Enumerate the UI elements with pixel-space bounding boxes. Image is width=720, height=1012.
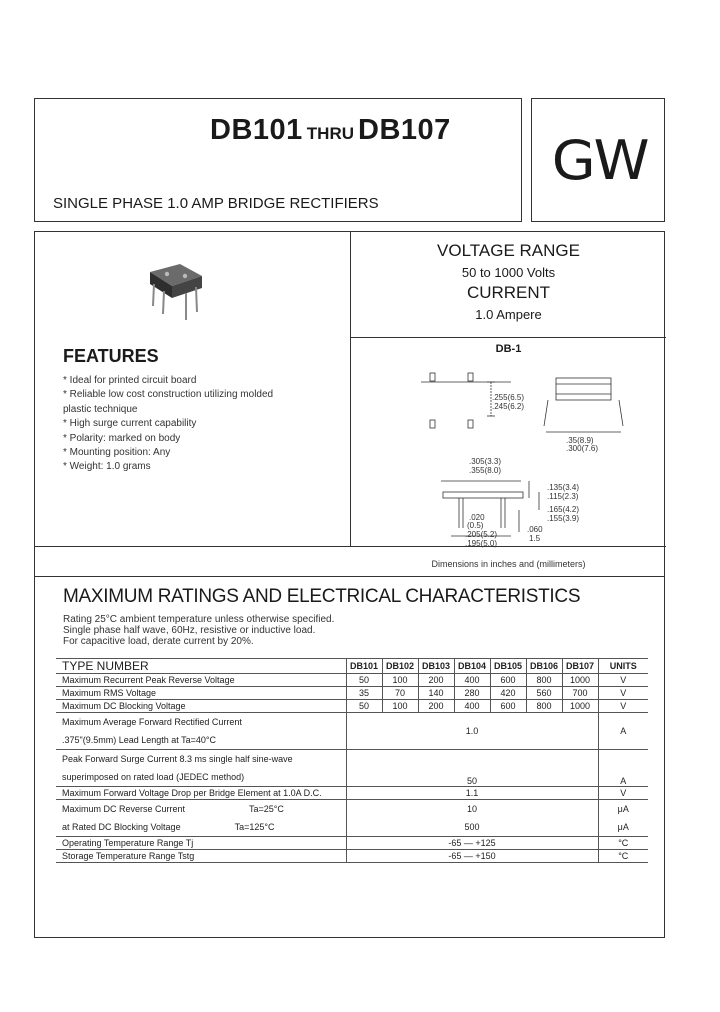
voltage-range-value: 50 to 1000 Volts — [461, 265, 556, 280]
row-label: Maximum RMS Voltage — [62, 688, 157, 698]
column-header: DB105 — [490, 659, 526, 674]
row-label: Operating Temperature Range Tj — [62, 838, 194, 848]
unit-cell: V — [598, 687, 648, 700]
table-cell: 1.1 — [346, 787, 598, 800]
dim-label: .355(8.0) — [469, 466, 502, 475]
table-cell: 50 — [346, 750, 598, 787]
unit-cell: V — [598, 700, 648, 713]
title-part-start: DB101 — [210, 114, 303, 146]
table-cell: 280 — [454, 687, 490, 700]
table-header-row — [56, 659, 648, 674]
feature-item: * Reliable low cost construction utilizing molded — [63, 389, 274, 401]
dim-label: .060 — [527, 525, 543, 534]
table-cell: 200 — [418, 674, 454, 687]
package-name: DB-1 — [495, 343, 522, 355]
dim-label: .155(3.9) — [547, 514, 580, 523]
unit-cell: °C — [598, 850, 648, 863]
table-row — [56, 750, 648, 787]
voltage-range-title: VOLTAGE RANGE — [437, 241, 580, 260]
row-label-line — [62, 800, 344, 818]
unit-cell — [598, 800, 648, 837]
company-logo: GW — [551, 129, 648, 192]
product-subtitle: SINGLE PHASE 1.0 AMP BRIDGE RECTIFIERS — [53, 195, 379, 212]
dim-label: .020 — [469, 513, 485, 522]
table-cell: 1000 — [562, 700, 598, 713]
row-label — [56, 750, 346, 787]
dim-label: .135(3.4) — [547, 483, 580, 492]
row-label: Maximum Recurrent Peak Reverse Voltage — [62, 675, 235, 685]
logo-panel — [531, 98, 665, 222]
dim-label: .35(8.9) — [566, 436, 594, 445]
title-thru: THRU — [306, 124, 354, 143]
table-cell: 100 — [382, 674, 418, 687]
overview-panel — [34, 231, 665, 577]
dim-label: .115(2.3) — [547, 492, 579, 501]
dim-label: .205(5.2) — [465, 530, 498, 539]
unit-cell: A — [598, 750, 648, 787]
table-cell: 800 — [526, 700, 562, 713]
table-row — [56, 850, 648, 863]
current-title: CURRENT — [466, 283, 551, 302]
row-label-line — [62, 818, 344, 836]
condition-text: Ta=25°C — [249, 804, 284, 814]
rating-note: Single phase half wave, 60Hz, resistive or inductive load. — [63, 625, 316, 636]
table-row — [56, 700, 648, 713]
table-cell: 400 — [454, 674, 490, 687]
table-cell: 70 — [382, 687, 418, 700]
row-label — [56, 713, 346, 750]
table-cell: 50 — [346, 700, 382, 713]
condition-text: Ta=125°C — [234, 822, 275, 832]
package-dimension-drawing — [351, 360, 666, 560]
unit-cell: A — [598, 713, 648, 750]
feature-item: * Mounting position: Any — [63, 447, 171, 459]
rating-note: Rating 25°C ambient temperature unless otherwise specified. — [63, 614, 335, 625]
table-cell: 50 — [346, 674, 382, 687]
column-header: DB106 — [526, 659, 562, 674]
row-label-line: Maximum Average Forward Rectified Current — [62, 717, 242, 727]
dim-label: .245(6.2) — [492, 402, 525, 411]
row-label-line: Peak Forward Surge Current 8.3 ms single half sine-wave — [62, 754, 293, 764]
feature-item: plastic technique — [63, 403, 138, 415]
table-cell: 600 — [490, 700, 526, 713]
table-cell: 700 — [562, 687, 598, 700]
dim-label: 1.5 — [529, 534, 541, 543]
feature-item: * Weight: 1.0 grams — [63, 461, 151, 473]
table-cell: 800 — [526, 674, 562, 687]
table-cell: 400 — [454, 700, 490, 713]
unit-cell: °C — [598, 837, 648, 850]
current-value: 1.0 Ampere — [475, 307, 542, 322]
ratings-heading: MAXIMUM RATINGS AND ELECTRICAL CHARACTERISTICS — [63, 586, 581, 607]
table-cell: 560 — [526, 687, 562, 700]
table-cell-value: 10 — [466, 804, 477, 814]
table-cell: 100 — [382, 700, 418, 713]
dim-label: .305(3.3) — [469, 457, 502, 466]
title-panel — [34, 98, 522, 222]
feature-item: * Ideal for printed circuit board — [63, 375, 197, 386]
dim-label: .255(6.5) — [492, 393, 525, 402]
table-cell: -65 — +125 — [346, 837, 598, 850]
row-label-line: superimposed on rated load (JEDEC method) — [62, 772, 245, 782]
unit-cell: V — [598, 674, 648, 687]
row-label: Storage Temperature Range Tstg — [62, 851, 195, 861]
column-header: DB102 — [382, 659, 418, 674]
table-cell: 140 — [418, 687, 454, 700]
unit-value: μA — [617, 804, 629, 814]
table-cell: 1000 — [562, 674, 598, 687]
table-cell: 600 — [490, 674, 526, 687]
column-header: DB101 — [346, 659, 382, 674]
row-label: Maximum DC Blocking Voltage — [62, 701, 186, 711]
table-cell: -65 — +150 — [346, 850, 598, 863]
row-label: Maximum Forward Voltage Drop per Bridge Element at 1.0A D.C. — [62, 788, 322, 798]
row-label-text: at Rated DC Blocking Voltage — [62, 822, 181, 832]
part-title — [210, 114, 451, 147]
column-header: DB103 — [418, 659, 454, 674]
table-row — [56, 713, 648, 750]
dim-label: (0.5) — [467, 521, 484, 530]
front-view-drawing — [441, 481, 539, 536]
column-header: TYPE NUMBER — [62, 659, 149, 673]
rectifier-photo-icon — [140, 254, 240, 334]
side-view-drawing — [544, 378, 623, 432]
rating-note: For capacitive load, derate current by 20%. — [63, 636, 254, 647]
table-row — [56, 687, 648, 700]
dim-label: .195(5.0) — [465, 539, 498, 548]
table-cell: 420 — [490, 687, 526, 700]
table-row — [56, 837, 648, 850]
row-label — [56, 800, 346, 837]
dimension-note: Dimensions in inches and (millimeters) — [431, 559, 586, 569]
unit-value: μA — [617, 822, 629, 832]
table-cell: 35 — [346, 687, 382, 700]
column-header: UNITS — [598, 659, 648, 674]
table-cell: 1.0 — [346, 713, 598, 750]
dim-label: .300(7.6) — [566, 444, 599, 453]
title-part-end: DB107 — [358, 114, 451, 146]
feature-item: * Polarity: marked on body — [63, 432, 181, 444]
table-row — [56, 787, 648, 800]
table-cell-value: 500 — [464, 822, 480, 832]
table-row — [56, 674, 648, 687]
table-cell: 200 — [418, 700, 454, 713]
column-header: DB104 — [454, 659, 490, 674]
unit-cell: V — [598, 787, 648, 800]
column-header: DB107 — [562, 659, 598, 674]
dim-label: .165(4.2) — [547, 505, 580, 514]
row-label-text: Maximum DC Reverse Current — [62, 804, 186, 814]
features-list — [63, 374, 273, 475]
row-label-line: .375"(9.5mm) Lead Length at Ta=40°C — [62, 735, 216, 745]
spec-divider — [350, 337, 666, 338]
ratings-table — [56, 658, 648, 863]
table-cell — [346, 800, 598, 837]
table-row — [56, 800, 648, 837]
features-heading: FEATURES — [63, 346, 159, 366]
feature-item: * High surge current capability — [63, 418, 197, 430]
